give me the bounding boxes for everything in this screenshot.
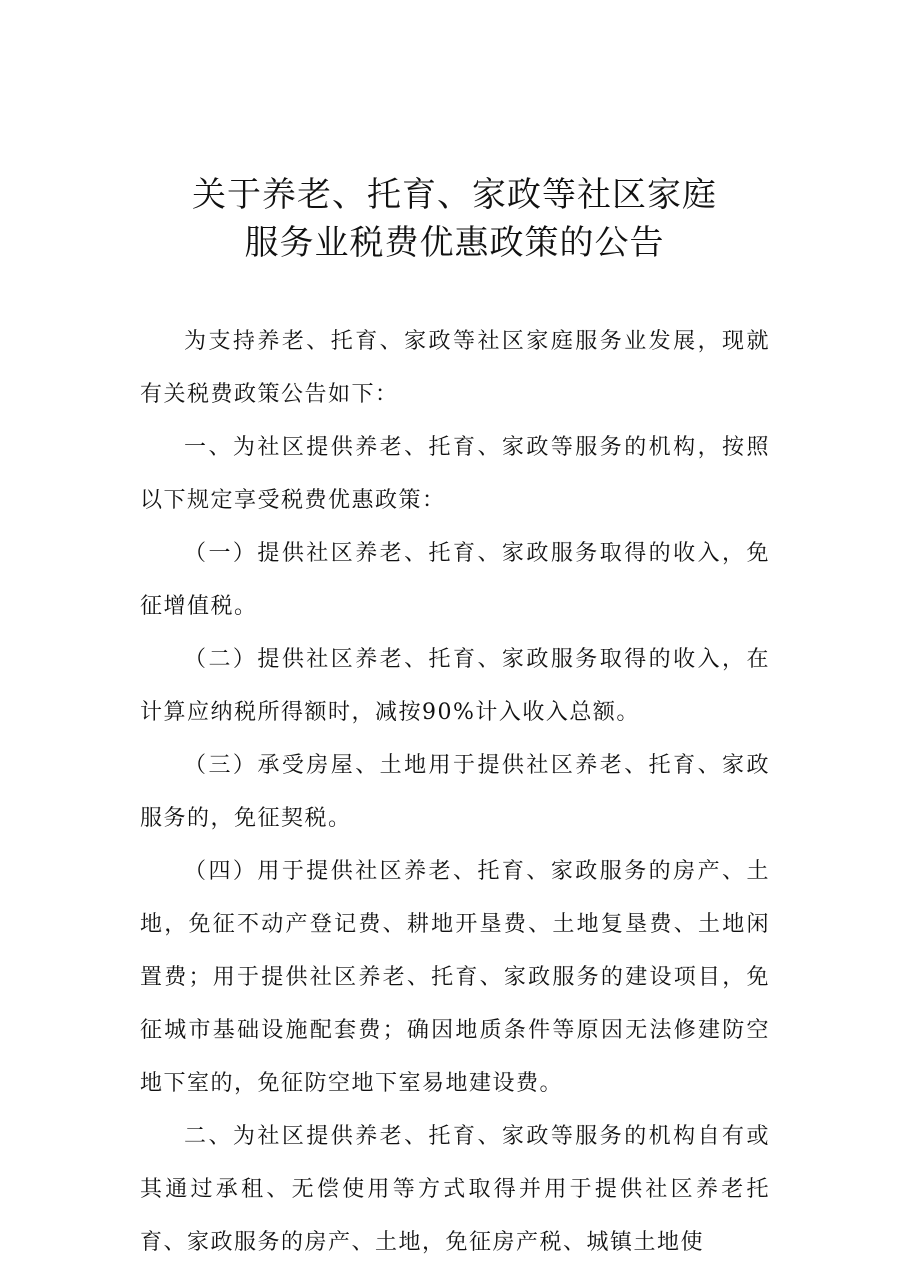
paragraph-item-3: （三）承受房屋、土地用于提供社区养老、托育、家政服务的，免征契税。 [140, 753, 770, 831]
paragraph-item-2: （二）提供社区养老、托育、家政服务取得的收入，在计算应纳税所得额时，减按90%计入收入总额。 [140, 647, 770, 725]
paragraph-item-1: （一）提供社区养老、托育、家政服务取得的收入，免征增值税。 [140, 541, 770, 619]
document-body [140, 315, 770, 1269]
document-title-line-1: 关于养老、托育、家政等社区家庭 [192, 175, 717, 215]
paragraph-section-1: 一、为社区提供养老、托育、家政等服务的机构，按照以下规定享受税费优惠政策： [140, 435, 770, 513]
paragraph-intro: 为支持养老、托育、家政等社区家庭服务业发展，现就有关税费政策公告如下： [140, 329, 770, 407]
paragraph-section-2: 二、为社区提供养老、托育、家政等服务的机构自有或其通过承租、无偿使用等方式取得并用于提供社区养老托育、家政服务的房产、土地，免征房产税、城镇土地使 [140, 1124, 770, 1255]
paragraph-item-4: （四）用于提供社区养老、托育、家政服务的房产、土地，免征不动产登记费、耕地开垦费、土地复垦费、土地闲置费；用于提供社区养老、托育、家政服务的建设项目，免征城市基础设施配套费；确因地质条件等原因无法修建防空地下室的，免征防空地下室易地建设费。 [140, 859, 770, 1096]
document-title-line-2: 服务业税费优惠政策的公告 [244, 223, 665, 263]
